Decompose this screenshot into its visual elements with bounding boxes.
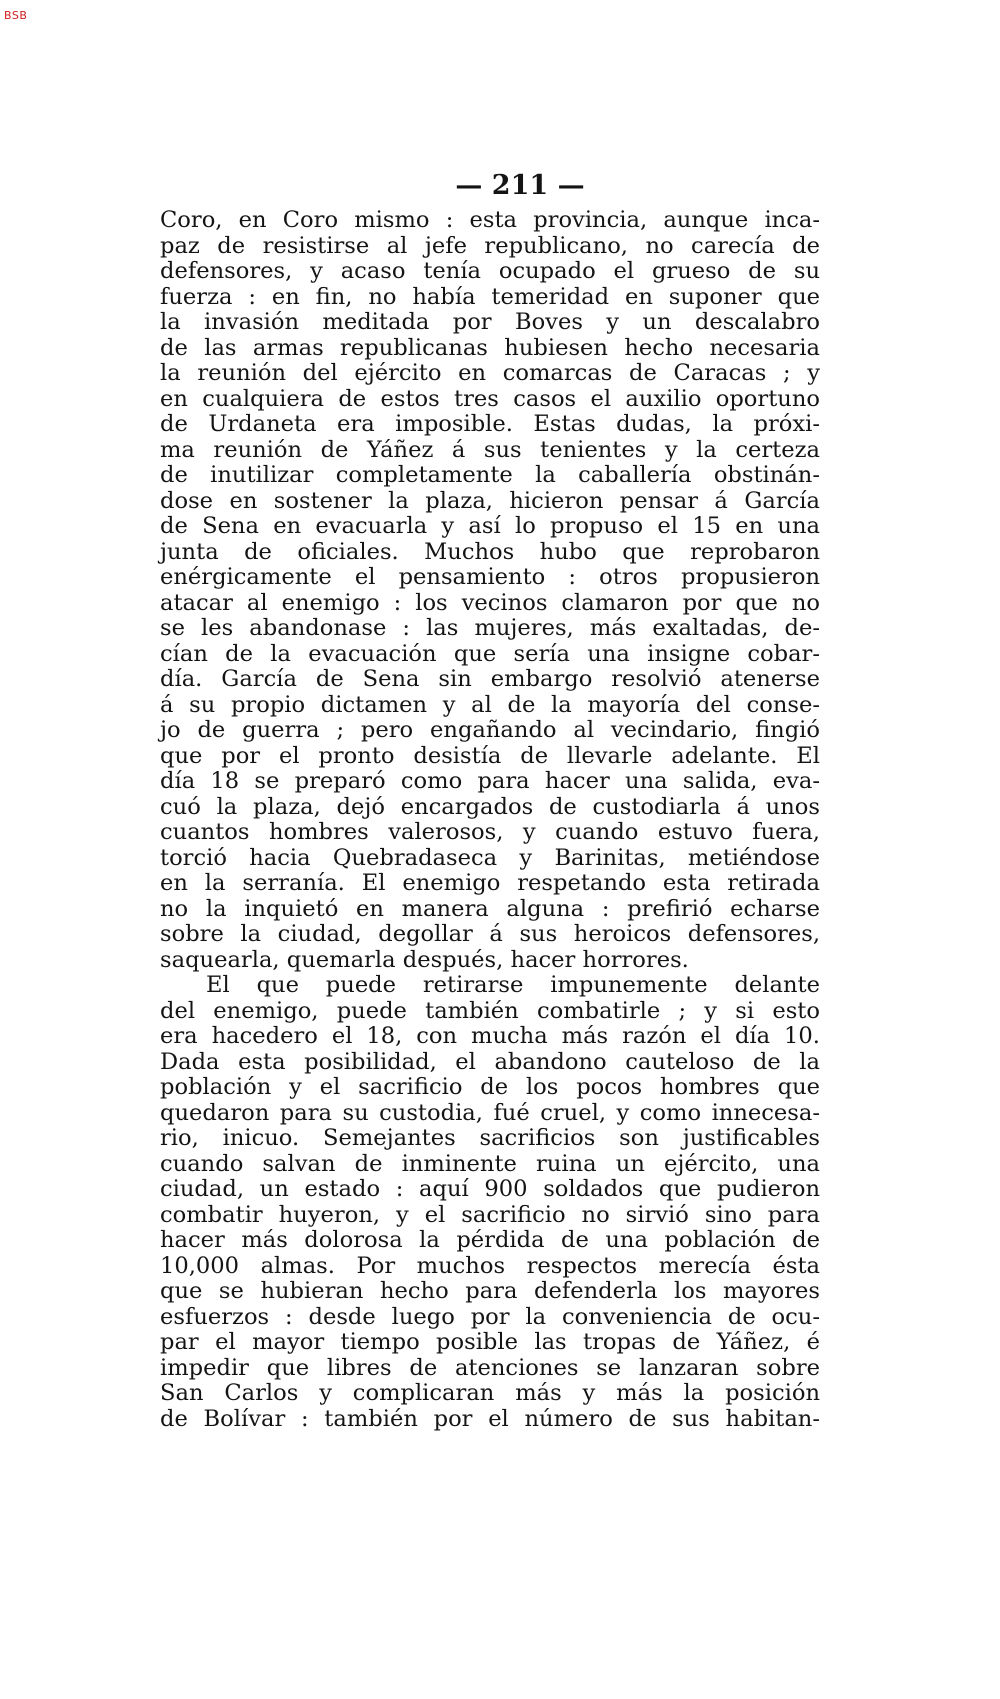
text-line: El que puede retirarse impunemente delante [206, 972, 820, 998]
text-line: población y el sacrificio de los pocos hombres que [160, 1074, 820, 1100]
text-line: saquearla, quemarla después, hacer horrores. [160, 946, 689, 973]
text-line: atacar al enemigo : los vecinos clamaron por que no [160, 589, 820, 616]
text-line: sobre la ciudad, degollar á sus heroicos defensores, [160, 921, 820, 947]
text-line: Coro, en Coro mismo : esta provincia, aunque inca- [160, 207, 820, 233]
text-line: de las armas republicanas hubiesen hecho necesaria [160, 334, 820, 361]
text-line: de inutilizar completamente la caballería obstinán- [160, 462, 820, 488]
text-line: ma reunión de Yáñez á sus tenientes y la certeza [160, 436, 820, 463]
text-line: que se hubieran hecho para defenderla los mayores [160, 1278, 820, 1304]
text-line: torció hacia Quebradaseca y Barinitas, metiéndose [160, 844, 820, 871]
text-line: quedaron para su custodia, fué cruel, y como innecesa- [160, 1099, 820, 1126]
text-line: en cualquiera de estos tres casos el auxilio oportuno [160, 385, 820, 412]
text-line: en la serranía. El enemigo respetando esta retirada [160, 870, 820, 896]
text-line: cuó la plaza, dejó encargados de custodiarla á unos [160, 793, 820, 820]
text-line: Dada esta posibilidad, el abandono cauteloso de la [160, 1048, 820, 1075]
text-line: cuando salvan de inminente ruina un ejército, una [160, 1150, 820, 1177]
text-line: de Urdaneta era imposible. Estas dudas, la próxi- [160, 411, 820, 437]
text-line: paz de resistirse al jefe republicano, no carecía de [160, 232, 820, 259]
text-line: no la inquietó en manera alguna : prefirió echarse [160, 895, 820, 922]
text-line: jo de guerra ; pero engañando al vecindario, fingió [160, 717, 820, 743]
text-line: par el mayor tiempo posible las tropas de Yáñez, é [160, 1329, 820, 1355]
text-line: enérgicamente el pensamiento : otros propusieron [160, 564, 820, 590]
text-line: la reunión del ejército en comarcas de Caracas ; y [160, 360, 820, 386]
text-line: junta de oficiales. Muchos hubo que reprobaron [160, 538, 820, 565]
text-line: combatir huyeron, y el sacrificio no sirvió sino para [160, 1201, 820, 1228]
text-line: impedir que libres de atenciones se lanzaran sobre [160, 1354, 820, 1381]
text-line: defensores, y acaso tenía ocupado el grueso de su [160, 258, 820, 284]
text-line: que por el pronto desistía de llevarle adelante. El [160, 742, 820, 769]
text-line: día. García de Sena sin embargo resolvió atenerse [160, 666, 820, 692]
text-line: á su propio dictamen y al de la mayoría del conse- [160, 691, 820, 718]
text-line: día 18 se preparó como para hacer una salida, eva- [160, 768, 820, 794]
text-line: rio, inicuo. Semejantes sacrificios son justificables [160, 1125, 820, 1151]
text-line: de Sena en evacuarla y así lo propuso el 15 en una [160, 513, 820, 539]
text-line: ciudad, un estado : aquí 900 soldados que pudieron [160, 1176, 820, 1202]
text-line: San Carlos y complicaran más y más la posición [160, 1380, 820, 1406]
body-text [160, 208, 820, 1432]
text-line: hacer más dolorosa la pérdida de una población de [160, 1227, 820, 1253]
text-line: del enemigo, puede también combatirle ; y si esto [160, 997, 820, 1024]
text-line: era hacedero el 18, con mucha más razón el día 10. [160, 1023, 820, 1049]
text-line: de Bolívar : también por el número de sus habitan- [160, 1405, 820, 1432]
text-line: dose en sostener la plaza, hicieron pensar á García [160, 487, 820, 514]
text-line: la invasión meditada por Boves y un descalabro [160, 309, 820, 335]
library-watermark: BSB [4, 9, 28, 22]
text-line: 10,000 almas. Por muchos respectos merecía ésta [160, 1252, 820, 1279]
text-line: cuantos hombres valerosos, y cuando estuvo fuera, [160, 819, 820, 845]
text-line: esfuerzos : desde luego por la conveniencia de ocu- [160, 1303, 820, 1330]
text-line: cían de la evacuación que sería una insigne cobar- [160, 640, 820, 667]
text-line: se les abandonase : las mujeres, más exaltadas, de- [160, 615, 820, 641]
text-line: fuerza : en fin, no había temeridad en suponer que [160, 283, 820, 310]
page-number: — 211 — [455, 170, 585, 201]
